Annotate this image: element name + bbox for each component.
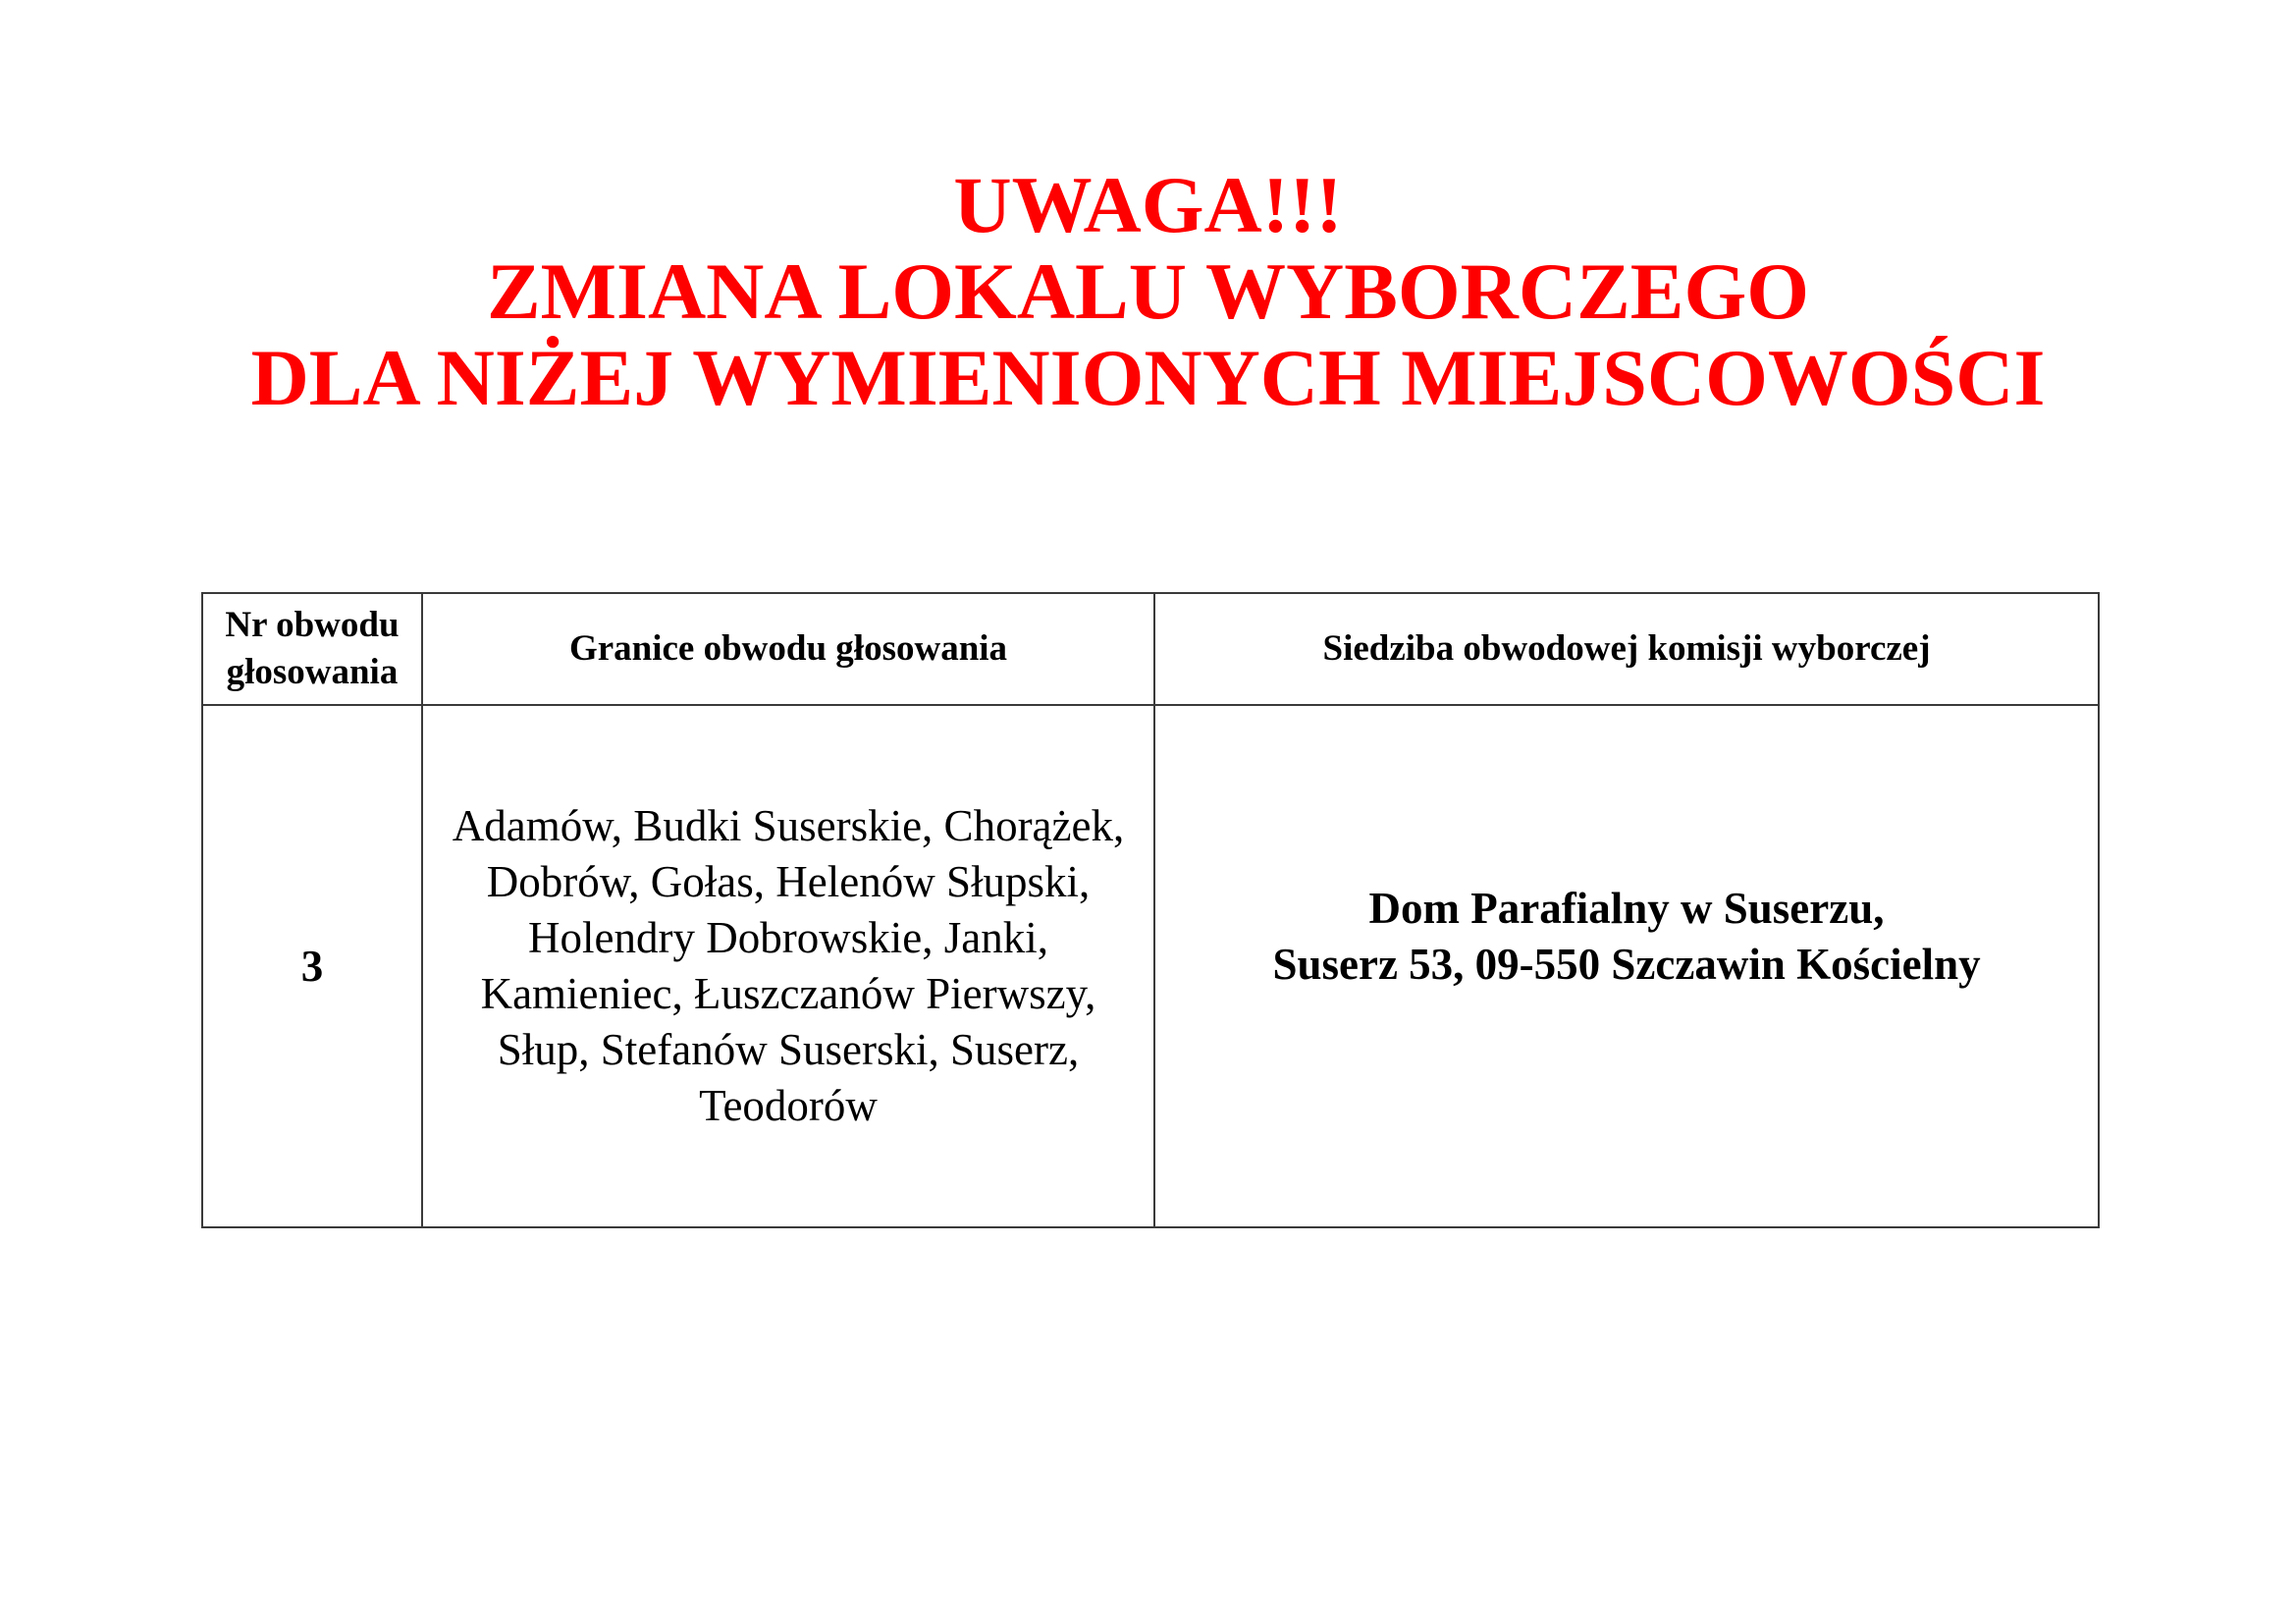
voting-district-table — [201, 592, 2100, 1228]
notice-title — [0, 162, 2296, 421]
notice-title-line-3: DLA NIŻEJ WYMIENIONYCH MIEJSCOWOŚCI — [250, 333, 2046, 422]
header-district-number: Nr obwodu głosowania — [202, 593, 422, 705]
district-number: 3 — [300, 942, 324, 991]
cell-district-number — [202, 705, 422, 1227]
cell-district-boundaries — [422, 705, 1154, 1227]
cell-commission-seat — [1154, 705, 2099, 1227]
commission-seat-line-1: Dom Parafialny w Suserzu, — [1368, 884, 1885, 933]
header-commission-seat: Siedziba obwodowej komisji wyborczej — [1154, 593, 2099, 705]
commission-seat-line-2: Suserz 53, 09-550 Szczawin Kościelny — [1272, 940, 1981, 989]
district-boundaries-text: Adamów, Budki Suserskie, Chorążek, Dobrów, Gołas, Helenów Słupski, Holendry Dobrowskie, Janki, Kamieniec, Łuszczanów Pierwszy, Słup, Stefanów Suserski, Suserz, Teodorów — [452, 801, 1125, 1130]
table-header-row — [202, 593, 2099, 705]
header-district-boundaries: Granice obwodu głosowania — [422, 593, 1154, 705]
notice-title-line-2: ZMIANA LOKALU WYBORCZEGO — [486, 246, 1810, 336]
commission-seat-address — [1163, 881, 2090, 993]
notice-title-line-1: UWAGA!!! — [953, 160, 1343, 249]
table-row — [202, 705, 2099, 1227]
